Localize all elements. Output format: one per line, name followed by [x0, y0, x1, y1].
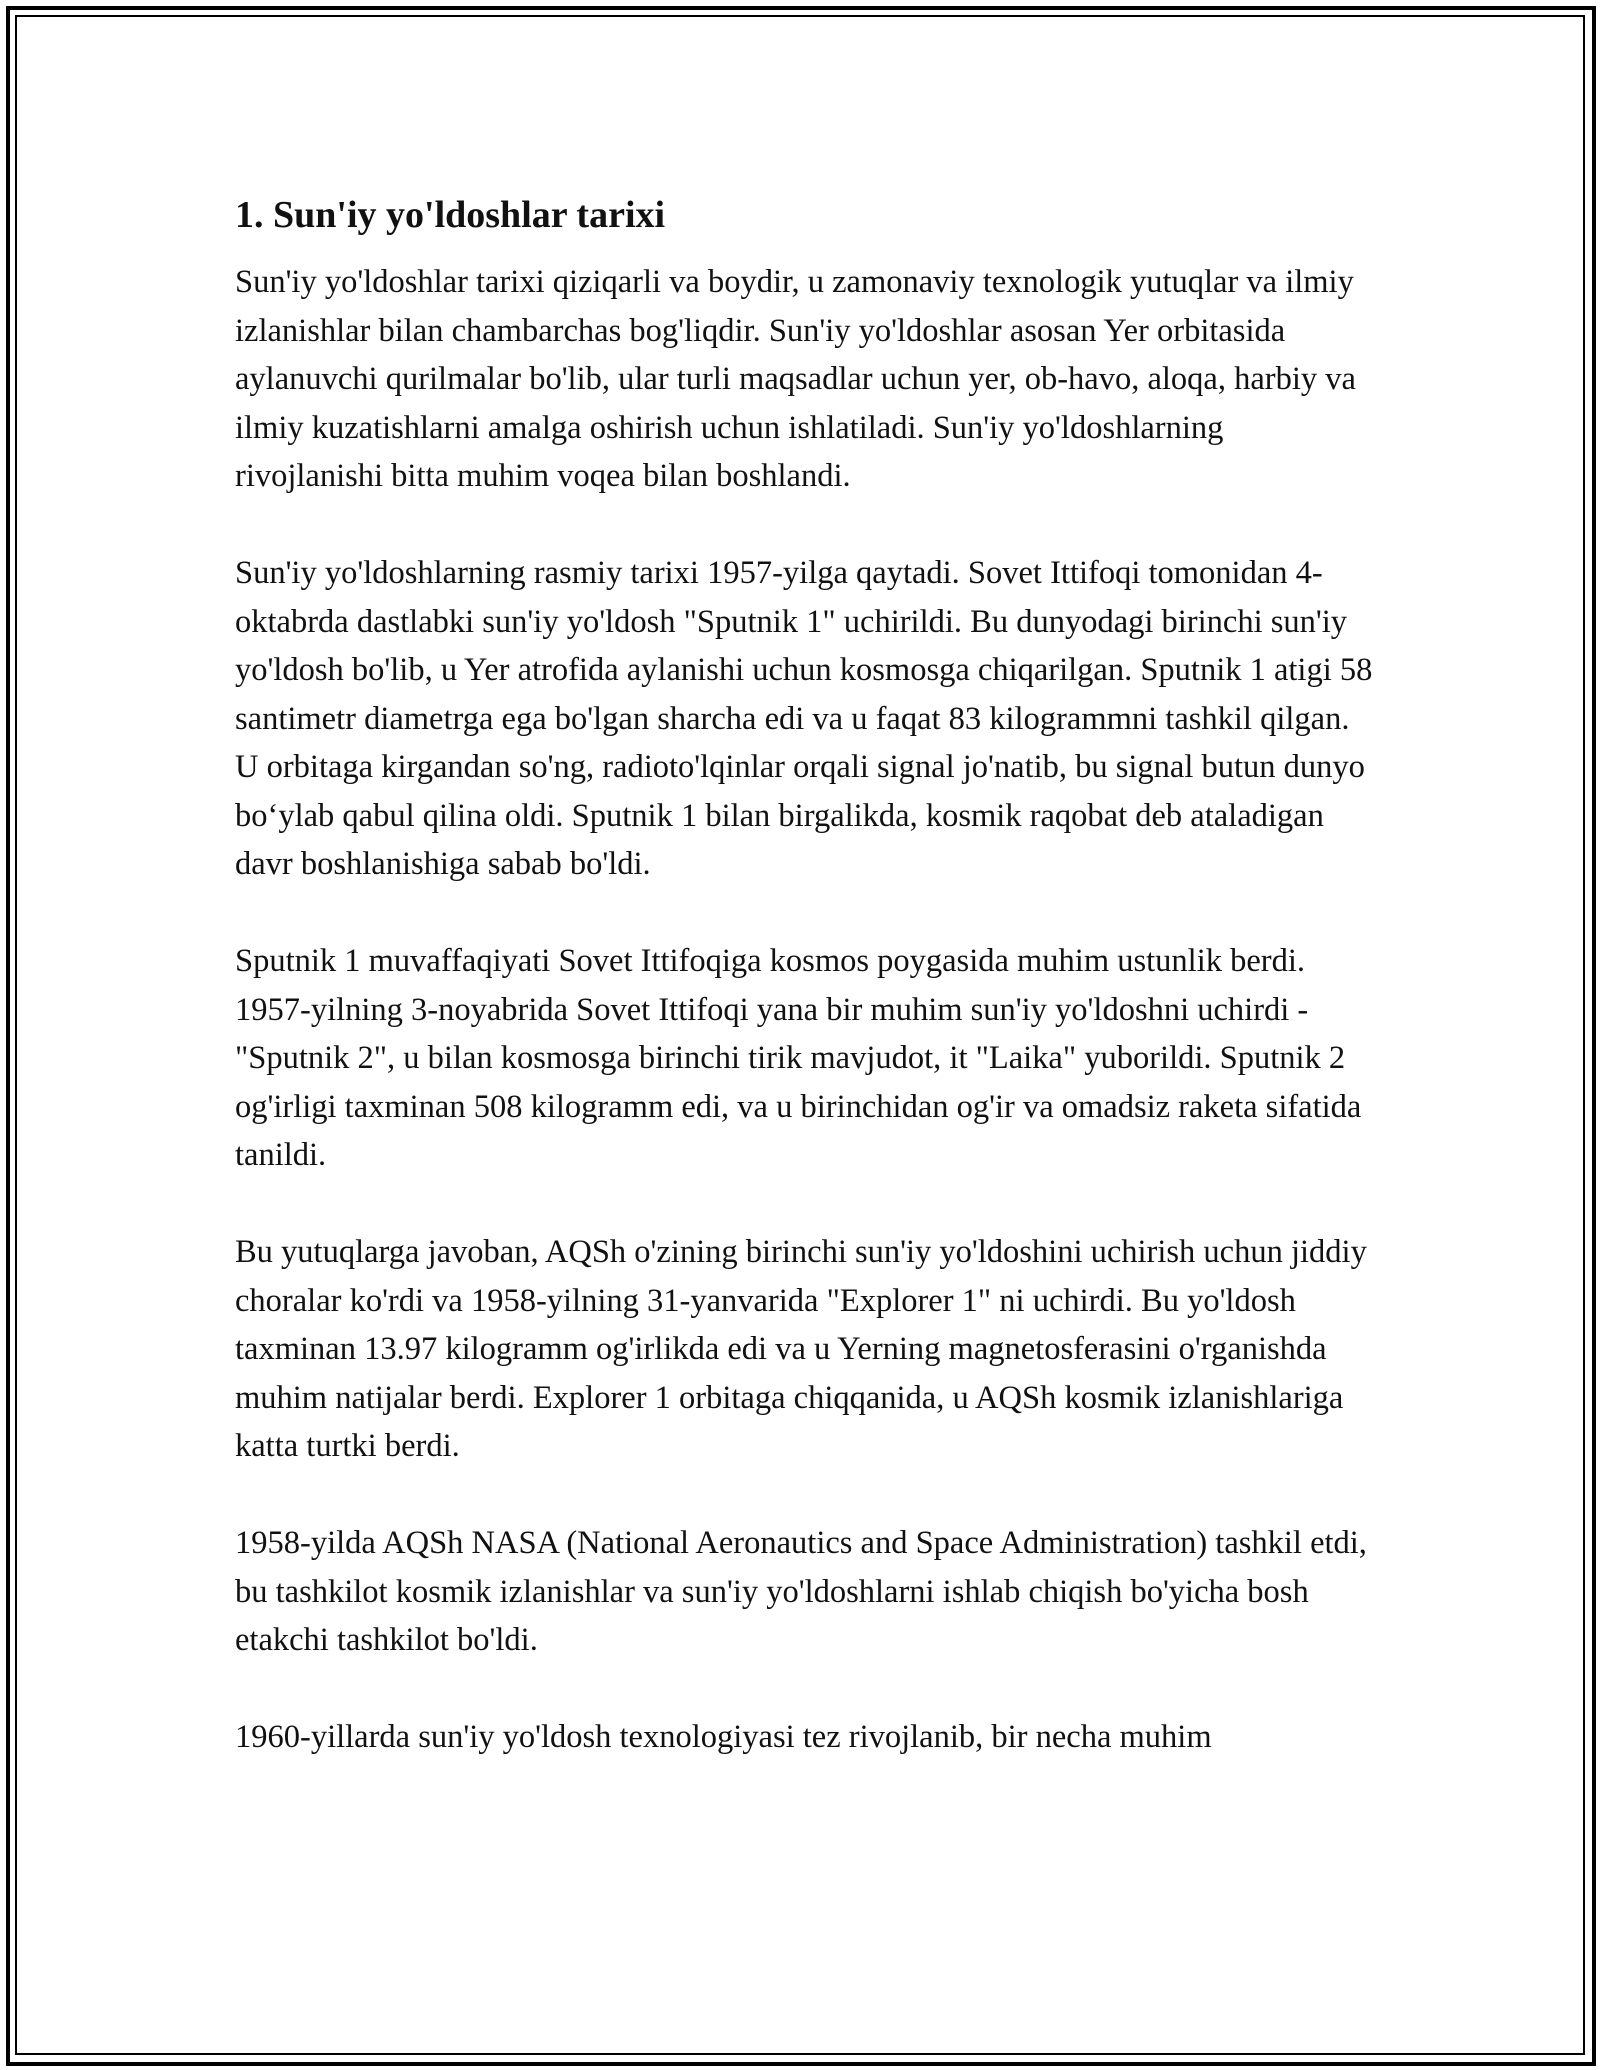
- document-body: [235, 185, 1375, 1810]
- paragraph-2: Sun'iy yo'ldoshlarning rasmiy tarixi 1957-yilga qaytadi. Sovet Ittifoqi tomonidan 4-oktabrda dastlabki sun'iy yo'ldosh "Sputnik 1" uchirildi. Bu dunyodagi birinchi sun'iy yo'ldosh bo'lib, u Yer atrofida aylanishi uchun kosmosga chiqarilgan. Sputnik 1 atigi 58 santimetr diametrga ega bo'lgan sharcha edi va u faqat 83 kilogrammni tashkil qilgan. U orbitaga kirgandan so'ng, radioto'lqinlar orqali signal jo'natib, bu signal butun dunyo bo‘ylab qabul qilina oldi. Sputnik 1 bilan birgalikda, kosmik raqobat deb ataladigan davr boshlanishiga sabab bo'ldi.: [235, 555, 1373, 882]
- paragraph-5: 1958-yilda AQSh NASA (National Aeronautics and Space Administration) tashkil etdi, bu tashkilot kosmik izlanishlar va sun'iy yo'ldoshlarni ishlab chiqish bo'yicha bosh etakchi tashkilot bo'ldi.: [235, 1525, 1367, 1658]
- paragraph-6: 1960-yillarda sun'iy yo'ldosh texnologiyasi tez rivojlanib, bir necha muhim: [235, 1719, 1212, 1755]
- paragraph-3: Sputnik 1 muvaffaqiyati Sovet Ittifoqiga kosmos poygasida muhim ustunlik berdi. 1957-yilning 3-noyabrida Sovet Ittifoqi yana bir muhim sun'iy yo'ldoshni uchirdi - "Sputnik 2", u bilan kosmosga birinchi tirik mavjudot, it "Laika" yuborildi. Sputnik 2 og'irligi taxminan 508 kilogramm edi, va u birinchidan og'ir va omadsiz raketa sifatida tanildi.: [235, 943, 1362, 1173]
- paragraph-1: Sun'iy yo'ldoshlar tarixi qiziqarli va boydir, u zamonaviy texnologik yutuqlar va ilmiy izlanishlar bilan chambarchas bog'liqdir. Sun'iy yo'ldoshlar asosan Yer orbitasida aylanuvchi qurilmalar bo'lib, ular turli maqsadlar uchun yer, ob-havo, aloqa, harbiy va ilmiy kuzatishlarni amalga oshirish uchun ishlatiladi. Sun'iy yo'ldoshlarning rivojlanishi bitta muhim voqea bilan boshlandi.: [235, 264, 1356, 494]
- paragraph-4: Bu yutuqlarga javoban, AQSh o'zining birinchi sun'iy yo'ldoshini uchirish uchun jiddiy choralar ko'rdi va 1958-yilning 31-yanvarida "Explorer 1" ni uchirdi. Bu yo'ldosh taxminan 13.97 kilogramm og'irlikda edi va u Yerning magnetosferasini o'rganishda muhim natijalar berdi. Explorer 1 orbitaga chiqqanida, u AQSh kosmik izlanishlariga katta turtki berdi.: [235, 1234, 1367, 1464]
- section-heading: 1. Sun'iy yo'ldoshlar tarixi: [235, 194, 666, 236]
